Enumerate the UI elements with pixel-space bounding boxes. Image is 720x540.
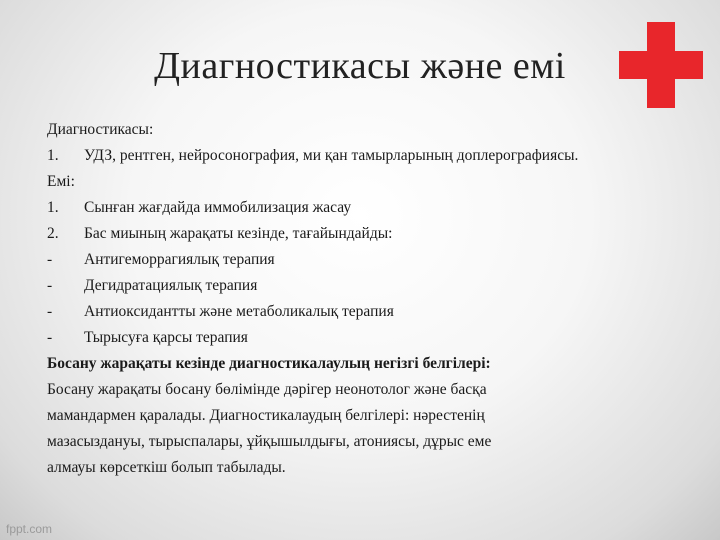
paragraph-line: мазасыздануы, тырыспалары, ұйқышылдығы, атониясы, дұрыс еме bbox=[47, 433, 492, 450]
line-marker: 1. bbox=[47, 147, 59, 164]
line-marker: - bbox=[47, 329, 53, 346]
body-line bbox=[47, 195, 697, 221]
line-marker: - bbox=[47, 277, 53, 294]
slide-body bbox=[47, 117, 697, 481]
line-text: Антигеморрагиялық терапия bbox=[84, 251, 275, 268]
bold-heading: Босану жарақаты кезінде диагностикалаулың негізгі белгілері: bbox=[47, 355, 491, 372]
paragraph-line: алмауы көрсеткіш болып табылады. bbox=[47, 459, 286, 476]
body-line bbox=[47, 273, 697, 299]
line-text: УДЗ, рентген, нейросонография, ми қан тамырларының доплерографиясы. bbox=[84, 147, 579, 164]
line-marker: 1. bbox=[47, 199, 59, 216]
line-marker: - bbox=[47, 303, 53, 320]
line-text: Антиоксидантты және метаболикалық терапия bbox=[84, 303, 394, 320]
line-text: Емі: bbox=[47, 173, 75, 190]
body-line bbox=[47, 169, 697, 195]
cross-horizontal-bar bbox=[619, 51, 703, 79]
line-text: Тырысуға қарсы терапия bbox=[84, 329, 248, 346]
line-marker: 2. bbox=[47, 225, 59, 242]
line-text: Сынған жағдайда иммобилизация жасау bbox=[84, 199, 352, 216]
red-cross-icon bbox=[619, 22, 703, 108]
body-line bbox=[47, 299, 697, 325]
body-line bbox=[47, 117, 697, 143]
line-text: Диагностикасы: bbox=[47, 121, 154, 138]
line-marker: - bbox=[47, 251, 53, 268]
line-text: Дегидратациялық терапия bbox=[84, 277, 258, 294]
paragraph-line: мамандармен қаралады. Диагностикалаудың белгілері: нәрестенің bbox=[47, 407, 485, 424]
body-line bbox=[47, 325, 697, 351]
body-line bbox=[47, 221, 697, 247]
body-line bbox=[47, 143, 697, 169]
slide-title: Диагностикасы және емі bbox=[154, 45, 566, 87]
body-line bbox=[47, 247, 697, 273]
footer-watermark: fppt.com bbox=[6, 522, 53, 536]
paragraph-line: Босану жарақаты босану бөлімінде дәрігер неонотолог және басқа bbox=[47, 381, 487, 398]
line-text: Бас миының жарақаты кезінде, тағайындайды: bbox=[84, 225, 393, 242]
